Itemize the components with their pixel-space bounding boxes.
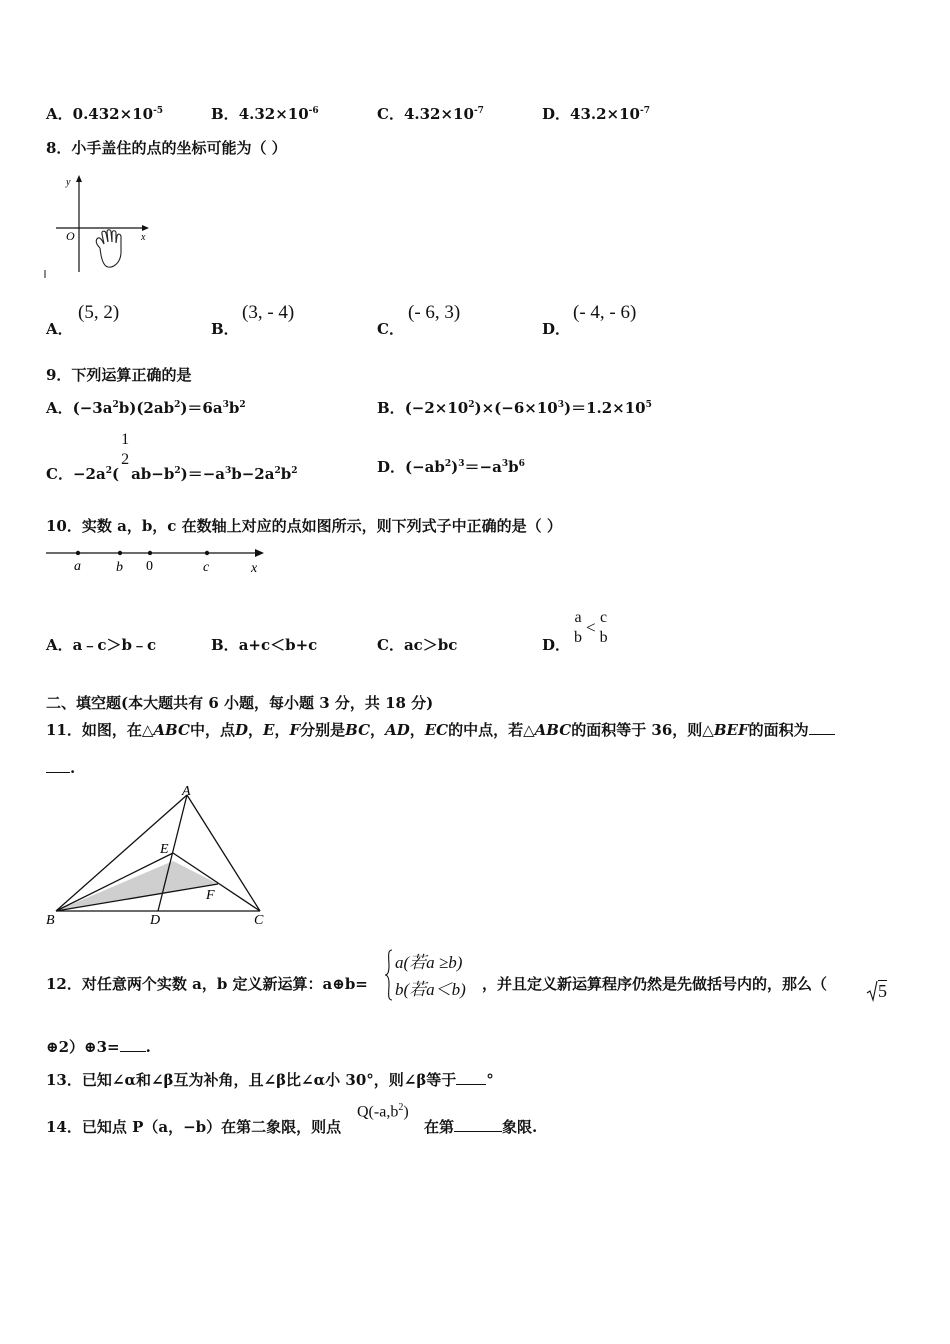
q8-options xyxy=(46,302,646,338)
point-b xyxy=(118,551,122,555)
q9-option-c: C．$-2a^2$( 1 2 $ab-b^2)=-a^3b-2a^2b^2$ xyxy=(46,431,298,483)
q14-stem: 14．已知点 P（a，−b）在第二象限，则点 xyxy=(46,1118,342,1136)
q12-stem-start: 12．对任意两个实数 a，b 定义新运算：a⊕b= xyxy=(46,975,368,993)
point-zero xyxy=(148,551,152,555)
left-brace-icon xyxy=(384,948,394,1002)
q7-option-c: C．$4.32\times 10^{-7}$ xyxy=(377,105,484,123)
q8-option-a-label: A． xyxy=(46,320,73,338)
sqrt-icon xyxy=(866,980,878,1002)
q9-option-d: D．$(-ab^2)^3=-a^3b^6$ xyxy=(377,458,525,476)
q10-option-b: B．a+c＜b+c xyxy=(211,636,318,654)
q10-option-c: C．ac＞bc xyxy=(377,636,458,654)
label-E: E xyxy=(160,842,169,857)
q8-stem: 8．小手盖住的点的坐标可能为（ ） xyxy=(46,139,287,157)
q10-option-d-expression: a b < c b xyxy=(574,609,608,646)
x-axis-arrow xyxy=(142,225,149,231)
label-B: B xyxy=(46,913,55,928)
q11-stem: 11．如图，在△ABC中，点D，E，F分别是BC，AD，EC的中点，若△ABC的面积等于 36，则△BEF的面积为 xyxy=(46,719,835,740)
q12-stem-end: ⊕2）⊕3= . xyxy=(46,1038,151,1056)
q11-triangle-figure xyxy=(40,780,275,930)
q8-option-d-label: D． xyxy=(542,320,571,338)
label-b: b xyxy=(116,560,123,575)
section2-title: 二、填空题(本大题共有 6 小题，每小题 3 分，共 18 分) xyxy=(46,694,434,712)
q8-option-a-value: (5, 2) xyxy=(78,302,120,323)
q14-stem-end: 在第 象限. xyxy=(424,1118,538,1136)
label-C: C xyxy=(254,913,264,928)
label-D: D xyxy=(150,913,161,928)
q8-option-c-value: (- 6, 3) xyxy=(408,302,461,323)
number-line-arrow xyxy=(255,549,264,557)
label-zero: 0 xyxy=(146,559,153,574)
q8-option-c-label: C． xyxy=(377,320,404,338)
fraction-a-over-b: a b xyxy=(574,609,582,646)
q13-answer-blank[interactable] xyxy=(456,1070,486,1085)
q8-coordinate-figure xyxy=(44,172,154,280)
q10-number-line xyxy=(44,544,269,576)
origin-label: O xyxy=(66,229,75,243)
label-c: c xyxy=(203,560,210,575)
q8-option-b-value: (3, - 4) xyxy=(242,302,295,323)
q9-option-b: B．$(-2\times 10^2)\times(-6\times 10^3)=1.2\times 10^5$ xyxy=(377,399,652,417)
label-A: A xyxy=(182,784,191,799)
q11-answer-blank-b[interactable] xyxy=(46,758,70,773)
y-axis-arrow xyxy=(76,175,82,182)
q7-option-a: A．$0.432\times 10^{-5}$ xyxy=(46,105,164,123)
point-a xyxy=(76,551,80,555)
q8-option-d-value: (- 4, - 6) xyxy=(573,302,637,323)
q12-sqrt: 5 xyxy=(866,980,887,1002)
q9-c-fraction: 1 2 xyxy=(121,431,130,468)
fraction-c-over-b: c b xyxy=(599,609,608,646)
label-a: a xyxy=(74,559,81,574)
q11-blank-line2: . xyxy=(46,758,75,777)
q12-answer-blank[interactable] xyxy=(120,1037,146,1052)
q10-stem: 10．实数 a，b，c 在数轴上对应的点如图所示，则下列式子中正确的是（ ） xyxy=(46,517,562,535)
label-x: x xyxy=(251,561,258,576)
x-label: x xyxy=(141,232,146,243)
q11-answer-blank-a[interactable] xyxy=(809,720,835,735)
q12-case1: a(若a ≥b) xyxy=(395,953,463,972)
q9-stem: 9．下列运算正确的是 xyxy=(46,366,192,384)
q12-case2: b(若a＜b) xyxy=(395,980,466,999)
q7-option-b: B．$4.32\times 10^{-6}$ xyxy=(211,105,319,123)
q14-answer-blank[interactable] xyxy=(454,1117,502,1132)
y-label: y xyxy=(66,177,71,188)
q13-stem: 13．已知∠α和∠β互为补角，且∠β比∠α小 30°，则∠β等于 ° xyxy=(46,1071,494,1089)
q14-point-q: $Q(-a,b^2)$ xyxy=(357,1102,409,1121)
point-c xyxy=(205,551,209,555)
q10-option-a: A．a﹣c＞b﹣c xyxy=(46,636,157,654)
q7-option-d: D．$43.2\times 10^{-7}$ xyxy=(542,105,650,123)
q10-option-d-label: D． xyxy=(542,636,571,654)
hand-icon xyxy=(96,230,121,267)
q8-option-b-label: B． xyxy=(211,320,239,338)
q12-stem-middle: ，并且定义新运算程序仍然是先做括号内的，那么（ xyxy=(482,975,828,993)
q9-option-a: A．$(-3a^2b)(2ab^2)=6a^3b^2$ xyxy=(46,399,246,417)
q12-piecewise xyxy=(384,946,480,1004)
shaded-triangle-bef xyxy=(56,861,218,911)
label-F: F xyxy=(206,888,215,903)
